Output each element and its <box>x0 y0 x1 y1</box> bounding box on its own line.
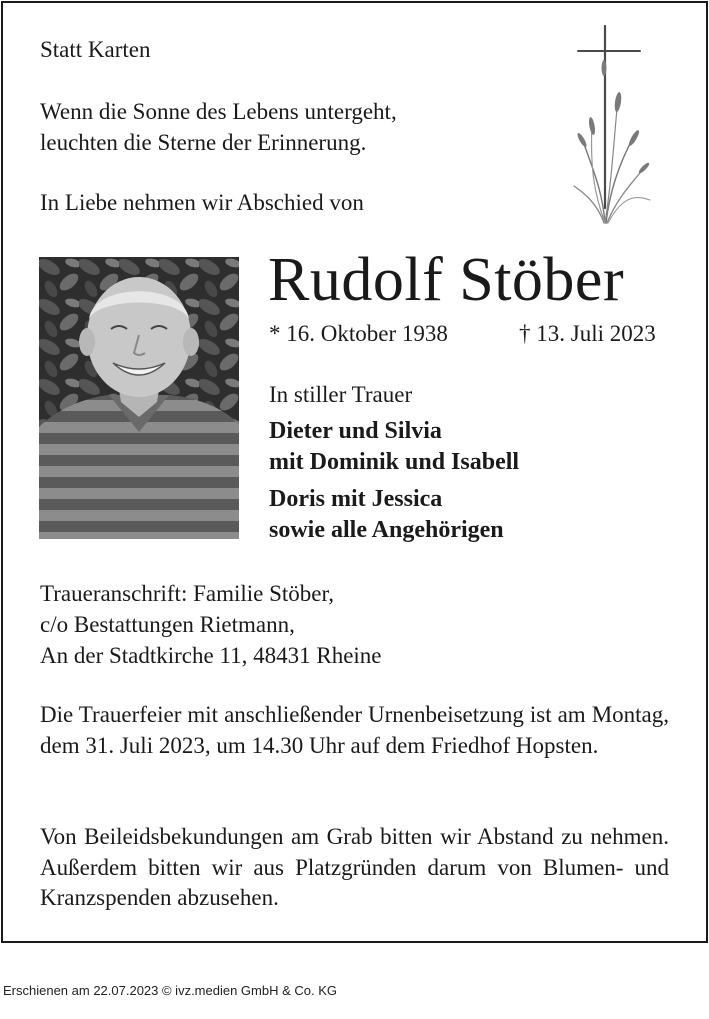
birth-date: * 16. Oktober 1938 <box>269 321 448 346</box>
motto-line-2: leuchten die Sterne der Erinnerung. <box>40 130 367 155</box>
ceremony-text: Die Trauerfeier mit anschließender Urnenbeisetzung ist am Montag, dem 31. Juli 2023, um 14.30 Uhr auf dem Friedhof Hopsten. <box>40 702 669 758</box>
motto <box>40 96 397 158</box>
motto-line-1: Wenn die Sonne des Lebens untergeht, <box>40 99 397 124</box>
portrait-photo <box>39 257 239 539</box>
request-text: Von Beileidsbekundungen am Grab bitten wir Abstand zu nehmen. Außerdem bitten wir aus Platzgründen darum von Blumen- und Kranzspenden abzusehen. <box>40 824 669 910</box>
mourners-group-1 <box>269 416 519 478</box>
cross-with-reeds-icon <box>572 18 652 233</box>
mourner-line: mit Dominik und Isabell <box>269 449 520 475</box>
publication-footer: Erschienen am 22.07.2023 © ivz.medien GmbH & Co. KG <box>3 983 338 998</box>
mourner-line: Dieter und Silvia <box>269 418 442 444</box>
mourning-address <box>40 578 382 671</box>
address-line-3: An der Stadtkirche 11, 48431 Rheine <box>40 643 382 668</box>
deceased-name: Rudolf Stöber <box>268 246 625 314</box>
address-line-1: Traueranschrift: Familie Stöber, <box>40 581 334 606</box>
mourner-line: sowie alle Angehörigen <box>269 517 504 543</box>
intro-text: In Liebe nehmen wir Abschied von <box>40 190 364 215</box>
mourners-group-2 <box>269 484 504 546</box>
mourning-label: In stiller Trauer <box>269 382 413 407</box>
death-date: † 13. Juli 2023 <box>519 321 656 346</box>
address-line-2: c/o Bestattungen Rietmann, <box>40 612 295 637</box>
header-statt-karten: Statt Karten <box>40 37 151 62</box>
mourner-line: Doris mit Jessica <box>269 486 443 512</box>
